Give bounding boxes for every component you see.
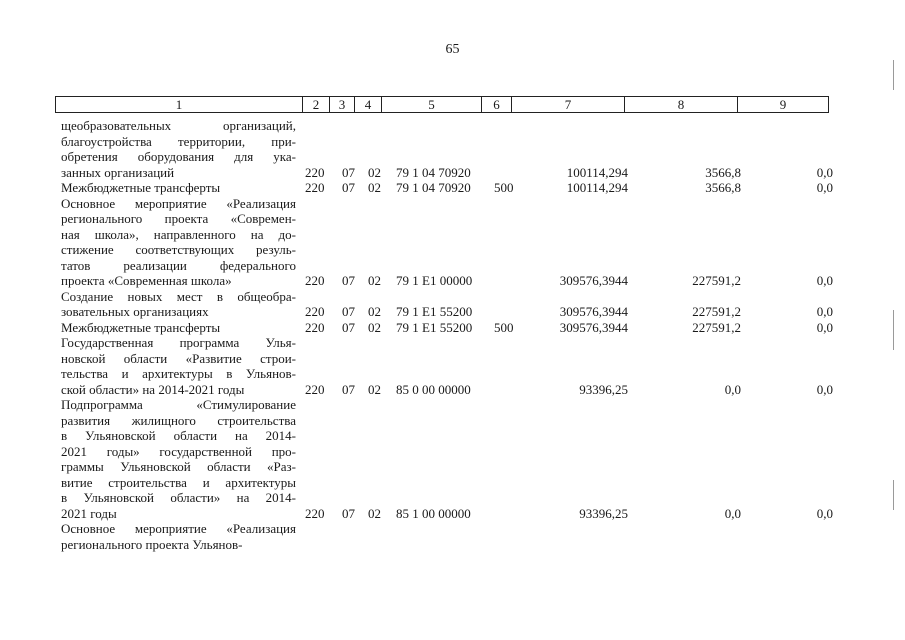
scan-edge-mark (893, 60, 894, 90)
row-name-line: ная школа», направленного на до- (61, 226, 296, 242)
cell-c3: 07 (342, 319, 355, 335)
row-name-line: щеобразовательных организаций, (61, 118, 296, 133)
cell-c7: 100114,294 (566, 164, 628, 180)
cell-c7: 309576,3944 (559, 273, 628, 288)
header-col-9: 9 (737, 97, 828, 112)
cell-c3: 07 (342, 273, 355, 288)
table-row (0, 521, 905, 552)
cell-c3: 07 (342, 164, 355, 180)
scan-edge-mark (893, 480, 894, 510)
cell-c9: 0,0 (816, 180, 833, 195)
cell-c2: 220 (305, 273, 325, 288)
row-name (61, 397, 296, 521)
row-name-line: 2021 годы (61, 505, 117, 521)
table-row (0, 118, 905, 180)
cell-c8: 3566,8 (705, 164, 741, 180)
row-name-line: Основное мероприятие «Реализация (61, 521, 296, 536)
header-col-2: 2 (302, 97, 329, 112)
cell-c2: 220 (305, 304, 325, 319)
cell-c4: 02 (368, 319, 381, 335)
cell-c7: 309576,3944 (559, 319, 628, 335)
header-col-3: 3 (329, 97, 354, 112)
row-name (61, 118, 296, 180)
cell-c8: 227591,2 (692, 319, 741, 335)
row-name-line: развития жилищного строительства (61, 412, 296, 428)
cell-c6: 500 (494, 319, 514, 335)
cell-c7: 309576,3944 (559, 304, 628, 319)
header-col-8: 8 (624, 97, 737, 112)
row-name-line: Межбюджетные трансферты (61, 180, 221, 195)
table-row (0, 397, 905, 521)
row-name-line: стижение соответствующих резуль- (61, 242, 296, 257)
row-name (61, 320, 296, 336)
cell-c7: 93396,25 (579, 505, 628, 521)
cell-c2: 220 (305, 164, 325, 180)
header-col-6: 6 (481, 97, 511, 112)
row-name (61, 335, 296, 397)
cell-c3: 07 (342, 381, 355, 397)
row-name-line: в Ульяновской области» на 2014- (61, 490, 296, 505)
table-header (55, 96, 829, 113)
cell-c7: 93396,25 (579, 381, 628, 397)
cell-c4: 02 (368, 164, 381, 180)
row-name (61, 180, 296, 196)
cell-c8: 227591,2 (692, 273, 741, 288)
cell-c5: 79 1 E1 55200 (396, 304, 473, 319)
cell-c8: 3566,8 (705, 180, 741, 195)
row-name-line: в Ульяновской области на 2014- (61, 428, 296, 443)
cell-c5: 79 1 E1 00000 (396, 273, 473, 288)
scan-edge-mark (893, 310, 894, 350)
row-name-line: новской области «Развитие строи- (61, 350, 296, 366)
header-col-5: 5 (381, 97, 481, 112)
header-col-1: 1 (175, 97, 183, 112)
row-name (61, 289, 296, 320)
cell-c2: 220 (305, 381, 325, 397)
header-col-7: 7 (511, 97, 624, 112)
table-row (0, 196, 905, 289)
cell-c9: 0,0 (816, 505, 833, 521)
page-number: 65 (445, 42, 460, 57)
table-row (0, 180, 905, 196)
row-name-line: обретения оборудования для ука- (61, 149, 296, 164)
cell-c9: 0,0 (816, 273, 833, 288)
cell-c7: 100114,294 (566, 180, 628, 195)
table-row (0, 289, 905, 320)
cell-c2: 220 (305, 319, 325, 335)
row-name-line: проекта «Современная школа» (61, 273, 232, 288)
cell-c8: 0,0 (724, 505, 741, 521)
row-name-line: Государственная программа Улья- (61, 335, 296, 350)
cell-c9: 0,0 (816, 164, 833, 180)
row-name-line: Создание новых мест в общеобра- (61, 288, 296, 304)
cell-c9: 0,0 (816, 381, 833, 397)
cell-c5: 79 1 04 70920 (396, 180, 471, 195)
row-name (61, 521, 296, 552)
cell-c2: 220 (305, 180, 325, 195)
cell-c3: 07 (342, 304, 355, 319)
cell-c8: 227591,2 (692, 304, 741, 319)
cell-c4: 02 (368, 381, 381, 397)
cell-c6: 500 (494, 180, 514, 195)
cell-c4: 02 (368, 273, 381, 288)
row-name-line: тельства и архитектуры в Ульянов- (61, 366, 296, 381)
row-name-line: витие строительства и архитектуры (61, 474, 296, 490)
row-name-line: граммы Ульяновской области «Раз- (61, 459, 296, 474)
cell-c8: 0,0 (724, 381, 741, 397)
cell-c3: 07 (342, 180, 355, 195)
cell-c4: 02 (368, 180, 381, 195)
row-name-line: татов реализации федерального (61, 257, 296, 273)
cell-c4: 02 (368, 304, 381, 319)
row-name-line: регионального проекта «Современ- (61, 211, 296, 226)
cell-c4: 02 (368, 505, 381, 521)
row-name-line: занных организаций (61, 164, 175, 180)
row-name-line: 2021 годы» государственной про- (61, 443, 296, 459)
cell-c9: 0,0 (816, 319, 833, 335)
table-row (0, 335, 905, 397)
cell-c3: 07 (342, 505, 355, 521)
row-name-line: благоустройства территории, при- (61, 133, 296, 149)
row-name (61, 196, 296, 289)
cell-c5: 85 1 00 00000 (396, 505, 471, 521)
cell-c2: 220 (305, 505, 325, 521)
header-col-4: 4 (354, 97, 381, 112)
cell-c9: 0,0 (816, 304, 833, 319)
table-row (0, 320, 905, 336)
row-name-line: Основное мероприятие «Реализация (61, 195, 296, 211)
row-name-line: Межбюджетные трансферты (61, 319, 221, 335)
row-name-line: зовательных организациях (61, 304, 209, 319)
cell-c5: 79 1 04 70920 (396, 164, 471, 180)
row-name-line: регионального проекта Ульянов- (61, 536, 243, 552)
cell-c5: 79 1 E1 55200 (396, 319, 473, 335)
cell-c5: 85 0 00 00000 (396, 381, 471, 397)
row-name-line: ской области» на 2014-2021 годы (61, 381, 245, 397)
row-name-line: Подпрограмма «Стимулирование (61, 397, 296, 412)
